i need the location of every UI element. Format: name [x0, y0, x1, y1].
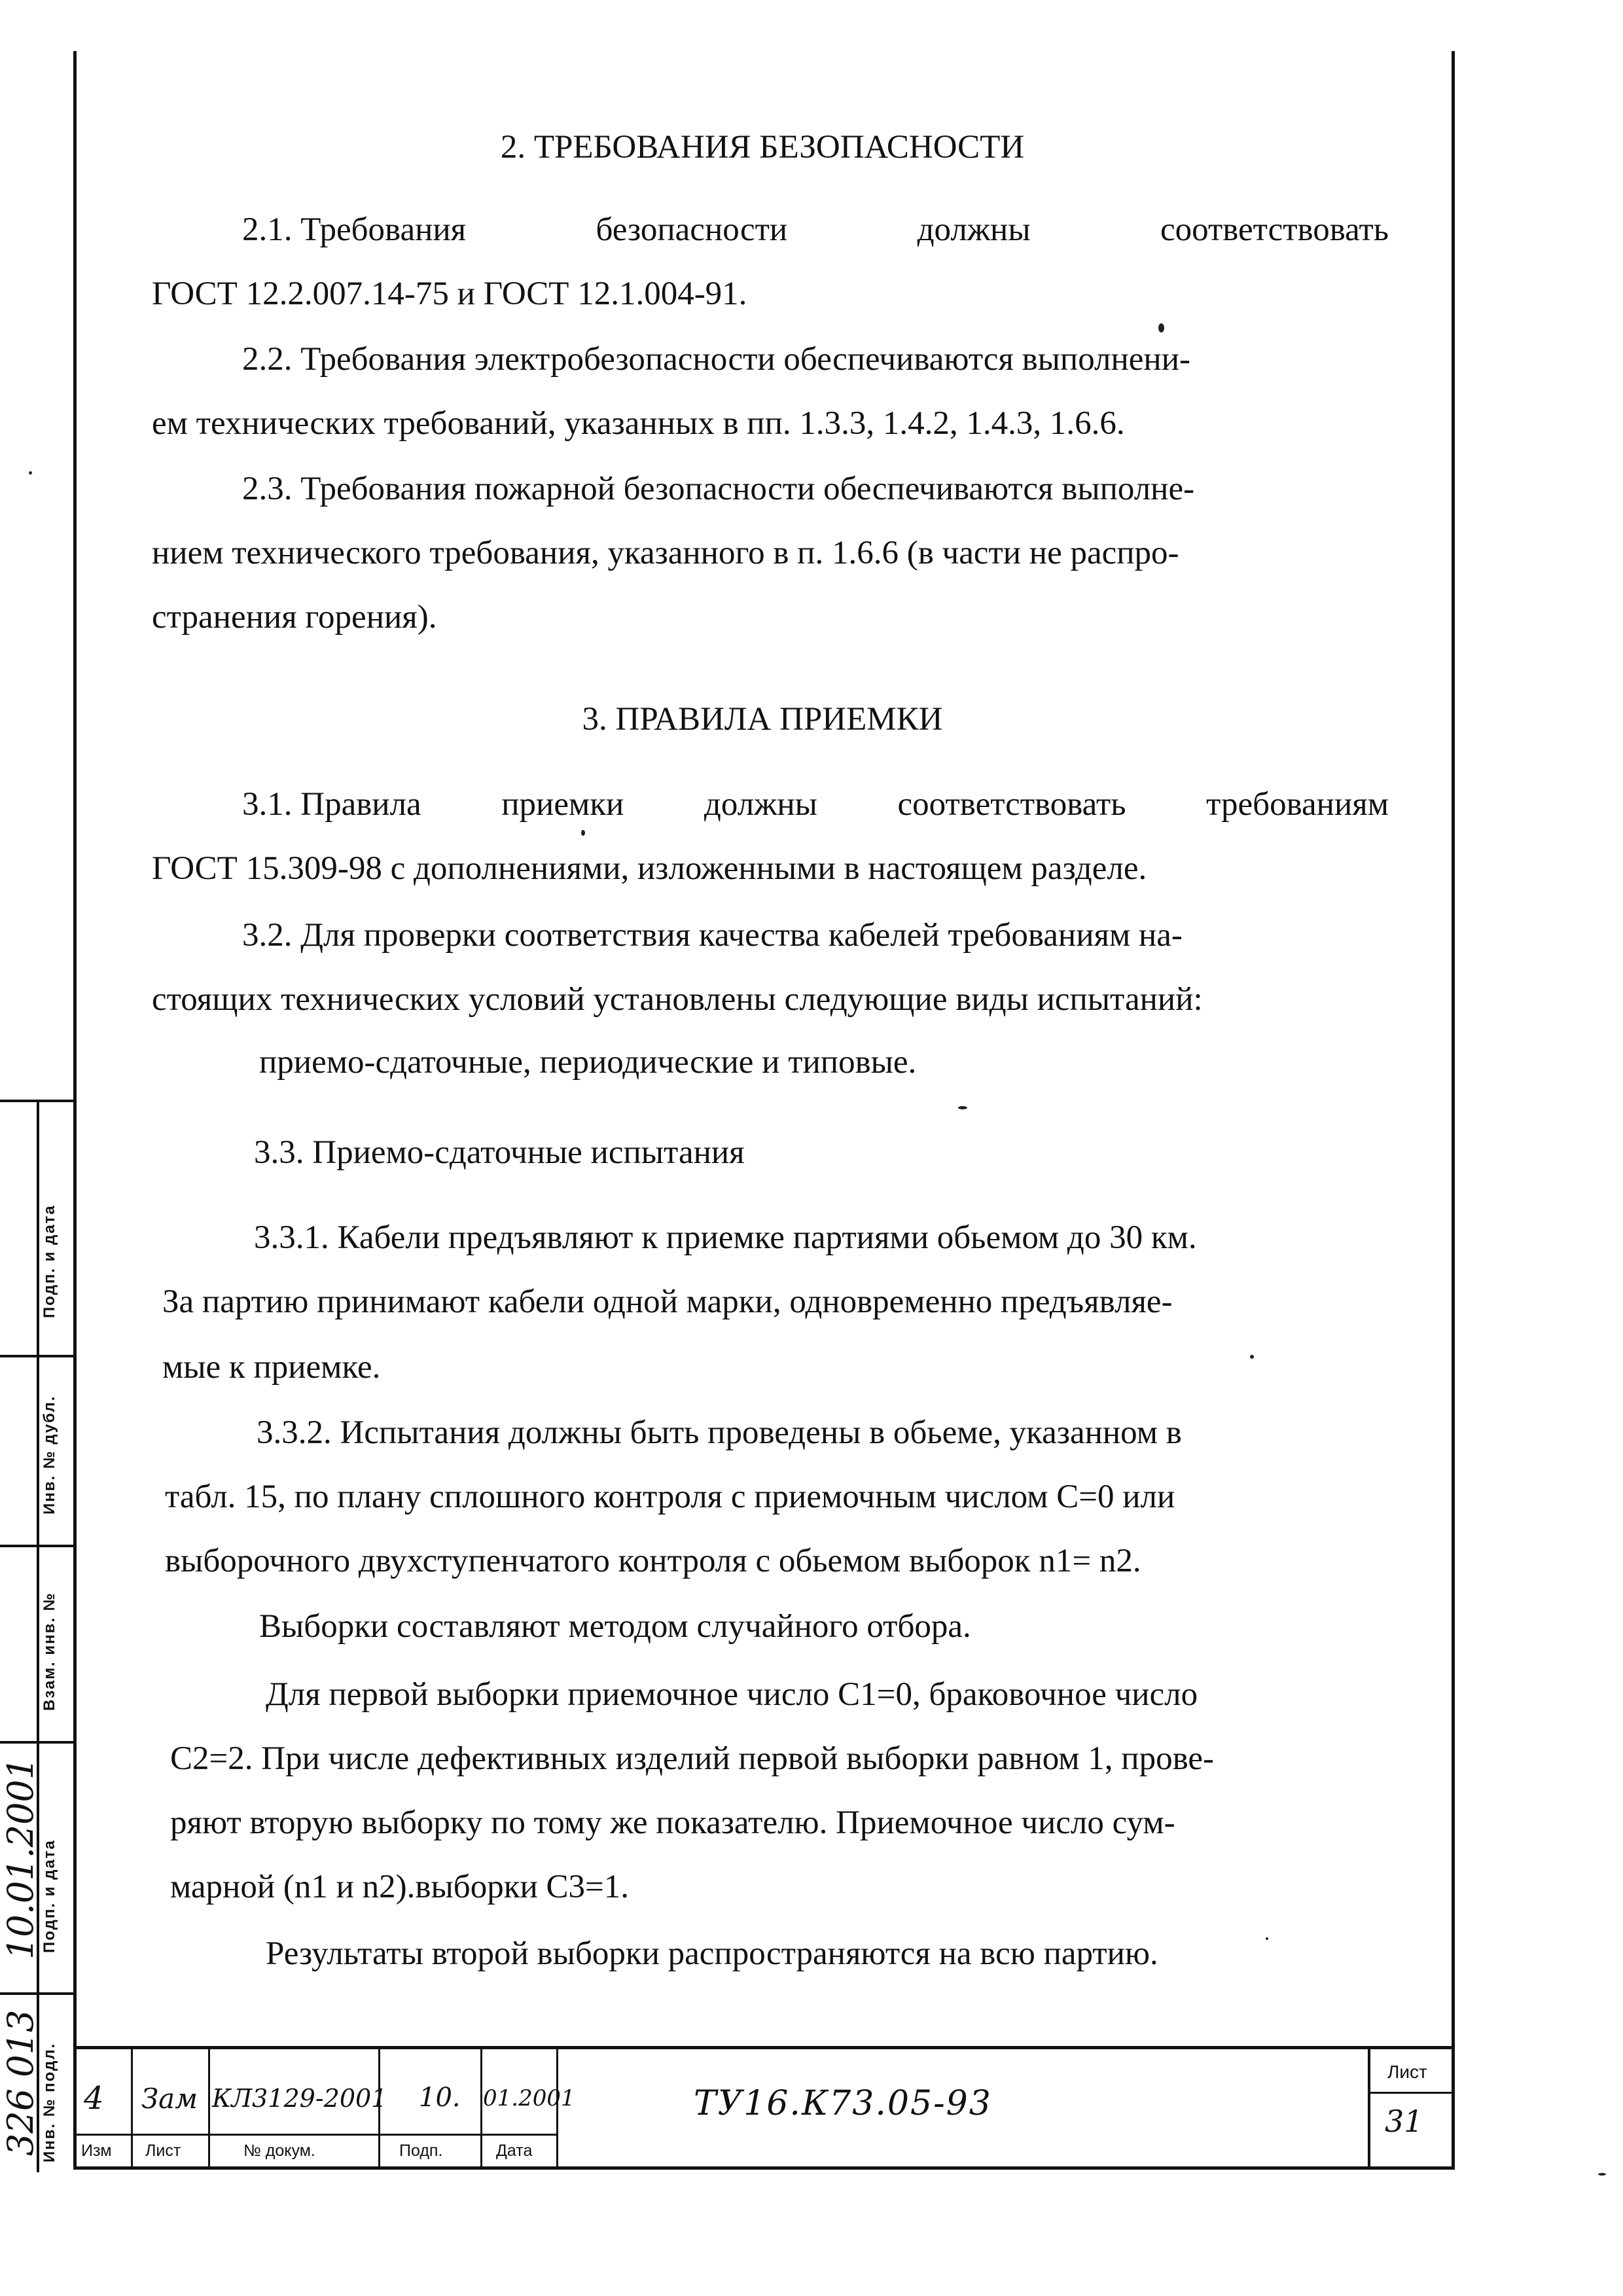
paragraph-results: Результаты второй выборки распространяются на всю партию.: [266, 1935, 1158, 1972]
scan-speck: [958, 1106, 967, 1109]
section-2-heading: 2. ТРЕБОВАНИЯ БЕЗОПАСНОСТИ: [500, 129, 1025, 166]
title-block-col-doc: № докум.: [243, 2142, 315, 2160]
paragraph-3-1-line1: [242, 785, 1389, 823]
word: соответствовать: [897, 786, 1126, 823]
frame-left-border: [73, 51, 77, 2168]
word: соответствовать: [1160, 211, 1389, 248]
title-block-sheet-line: [1370, 2092, 1452, 2094]
paragraph-2-1-line1: [242, 211, 1389, 249]
scan-speck: [29, 471, 32, 475]
paragraph-first-sample-line3: ряют вторую выборку по тому же показателю. Приемочное число сум-: [170, 1804, 1175, 1841]
word: должны: [704, 786, 817, 823]
side-stamp-column: [0, 1100, 73, 2172]
title-block-col-data: Дата: [496, 2142, 533, 2160]
section-3-heading: 3. ПРАВИЛА ПРИЕМКИ: [582, 701, 943, 738]
side-handwritten-date: 10.01.2001: [0, 1757, 41, 1960]
side-label-inv-dubl: Инв. № дубл.: [41, 1395, 58, 1515]
word: 2.1. Требования: [242, 211, 467, 248]
side-label-vzam-inv: Взам. инв. №: [41, 1592, 58, 1711]
title-block-col-line: [480, 2046, 482, 2166]
side-label-sign-date-bottom: Подп. и дата: [41, 1839, 58, 1953]
title-block-data-value: 01.2001: [483, 2085, 575, 2111]
title-block-sheet-divider: [1368, 2046, 1370, 2166]
frame-right-border: [1452, 51, 1455, 2168]
paragraph-3-1-line2: ГОСТ 15.309-98 с дополнениями, изложенными в настоящем разделе.: [152, 850, 1147, 887]
word: 3.1. Правила: [242, 786, 421, 823]
paragraph-2-3-line2: нием технического требования, указанного в п. 1.6.6 (в части не распро-: [152, 535, 1179, 571]
sheet-label: Лист: [1387, 2062, 1427, 2082]
title-block-izm-value: 4: [84, 2080, 104, 2117]
scan-speck: [1250, 1355, 1254, 1359]
paragraph-first-sample-line2: С2=2. При числе дефективных изделий первой выборки равном 1, прове-: [170, 1740, 1214, 1777]
word: безопасности: [596, 211, 788, 248]
word: должны: [917, 211, 1031, 248]
paragraph-2-1-line2: ГОСТ 12.2.007.14-75 и ГОСТ 12.1.004-91.: [152, 276, 747, 312]
side-label-sign-date-top: Подп. и дата: [41, 1204, 58, 1318]
side-stamp-line: [0, 1741, 73, 1744]
scan-speck: [1266, 1937, 1268, 1940]
side-stamp-line: [0, 1355, 73, 1357]
paragraph-3-2-line3: приемо-сдаточные, периодические и типовые.: [259, 1044, 917, 1081]
title-block-podp-value: 10.: [419, 2083, 461, 2113]
title-block-header-line: [73, 2134, 558, 2136]
paragraph-3-3-1-line2: За партию принимают кабели одной марки, одновременно предъявляе-: [162, 1283, 1173, 1320]
paragraph-3-3-1-line3: мые к приемке.: [162, 1349, 381, 1386]
scan-speck: [581, 830, 585, 836]
document-code: ТУ16.К73.05-93: [694, 2084, 992, 2123]
word: приемки: [501, 786, 624, 823]
paragraph-3-3-1-line1: 3.3.1. Кабели предъявляют к приемке партиями обьемом до 30 км.: [254, 1219, 1197, 1256]
sheet-number: 31: [1385, 2104, 1423, 2139]
paragraph-first-sample-line1: Для первой выборки приемочное число С1=0, браковочное число: [266, 1676, 1198, 1713]
title-block-doc-value: КЛ3129-2001: [212, 2084, 387, 2113]
scan-speck: [1598, 2173, 1606, 2176]
scan-speck: [1158, 323, 1164, 332]
title-block-top-line: [73, 2046, 1452, 2049]
paragraph-3-3-2-line2: табл. 15, по плану сплошного контроля с приемочным числом С=0 или: [165, 1479, 1175, 1515]
paragraph-first-sample-line4: марной (n1 и n2).выборки С3=1.: [170, 1869, 630, 1905]
paragraph-samples: Выборки составляют методом случайного отбора.: [259, 1608, 971, 1645]
side-handwritten-inv: 326 013: [0, 2009, 41, 2156]
paragraph-3-2-line2: стоящих технических условий установлены следующие виды испытаний:: [152, 981, 1203, 1018]
title-block-col-line: [208, 2046, 210, 2166]
side-stamp-line: [0, 1545, 73, 1547]
title-block-col-podp: Подп.: [399, 2142, 443, 2160]
side-label-inv-podl: Инв. № подл.: [41, 2042, 58, 2162]
paragraph-3-2-line1: 3.2. Для проверки соответствия качества кабелей требованиям на-: [242, 917, 1183, 954]
paragraph-2-2-line2: ем технических требований, указанных в пп. 1.3.3, 1.4.2, 1.4.3, 1.6.6.: [152, 405, 1125, 442]
side-stamp-line: [0, 1992, 73, 1995]
paragraph-2-2-line1: 2.2. Требования электробезопасности обеспечиваются выполнени-: [242, 341, 1190, 378]
paragraph-2-3-line3: странения горения).: [152, 599, 437, 636]
word: требованиям: [1206, 786, 1389, 823]
title-block-col-line: [131, 2046, 133, 2166]
frame-bottom-border: [73, 2166, 1455, 2170]
subsection-3-3-heading: 3.3. Приемо-сдаточные испытания: [254, 1134, 745, 1171]
paragraph-3-3-2-line3: выборочного двухступенчатого контроля с обьемом выборок n1= n2.: [165, 1543, 1141, 1579]
paragraph-2-3-line1: 2.3. Требования пожарной безопасности обеспечиваются выполне-: [242, 471, 1195, 507]
paragraph-3-3-2-line1: 3.3.2. Испытания должны быть проведены в обьеме, указанном в: [257, 1414, 1182, 1451]
title-block-list-value: Зам: [141, 2083, 198, 2115]
title-block-col-izm: Изм: [81, 2142, 112, 2160]
title-block-col-list: Лист: [145, 2142, 181, 2160]
